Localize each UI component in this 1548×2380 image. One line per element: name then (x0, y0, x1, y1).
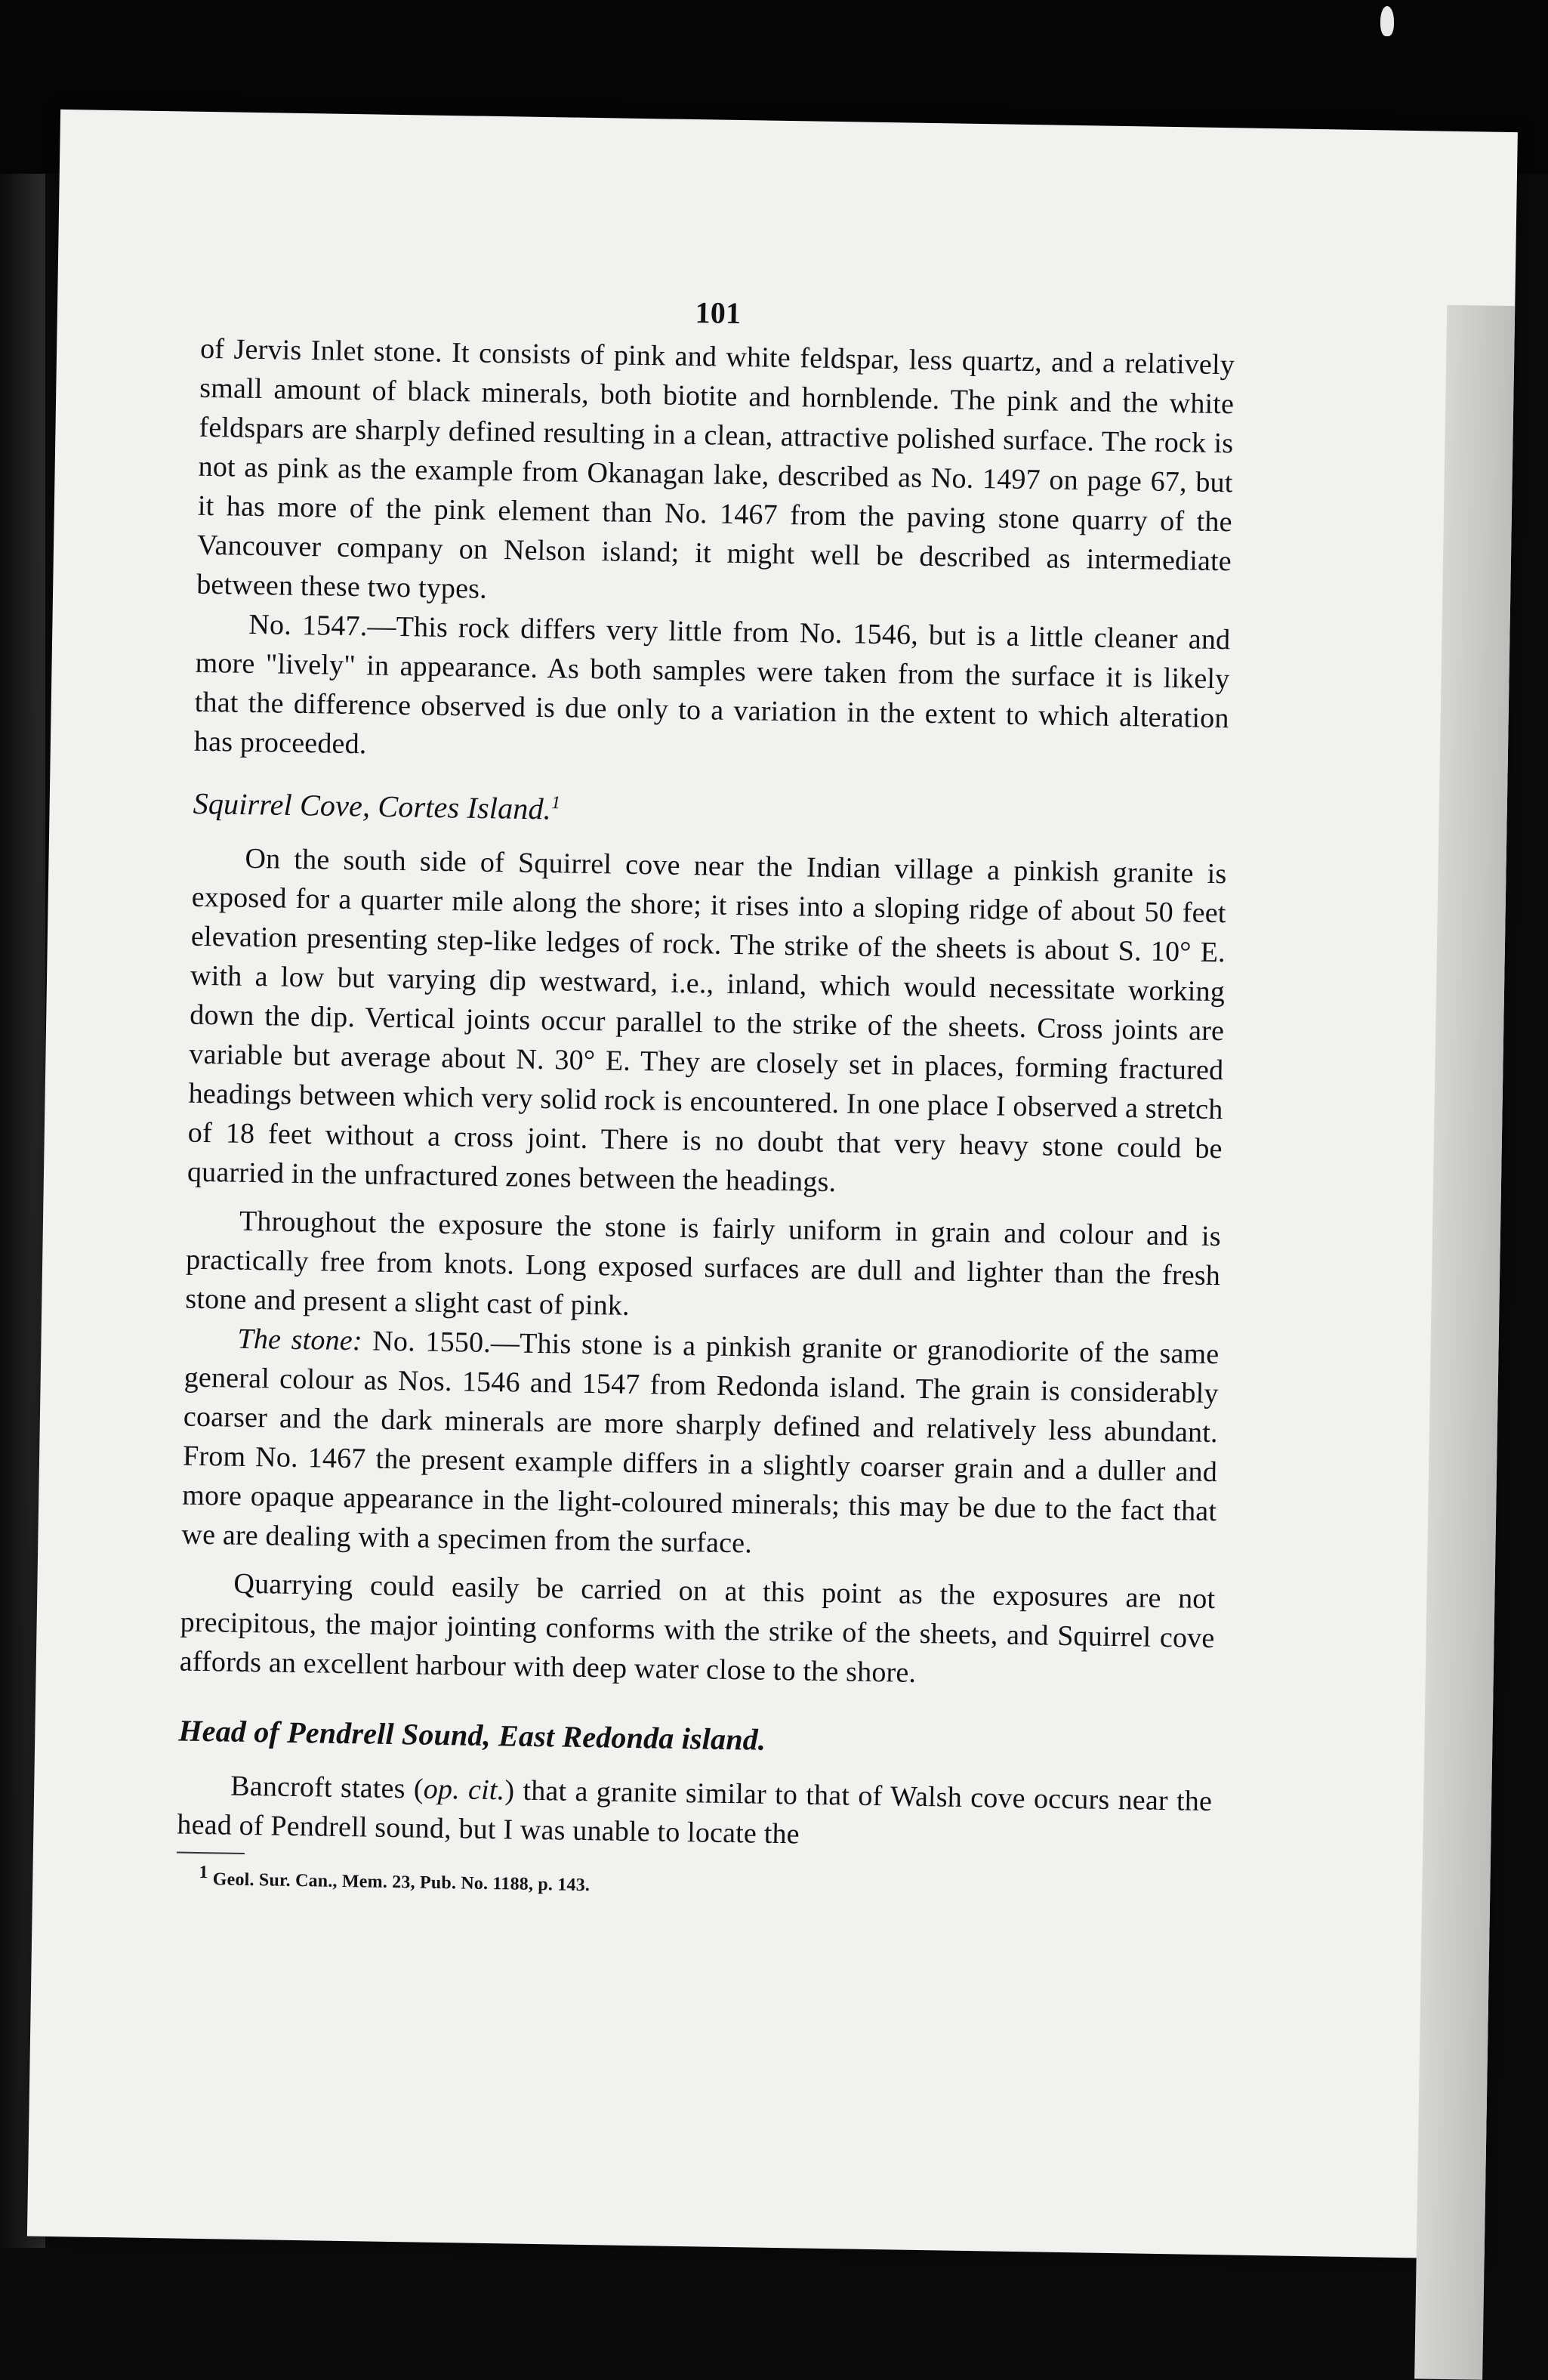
book-page (27, 110, 1518, 2259)
footnote-rule (177, 1852, 245, 1854)
paragraph-squirrel-cove-exposure: On the south side of Squirrel cove near the Indian village a pinkish granite is exposed for a quarter mile along the shore; it rises into a sloping ridge of about 50 feet elevation presenting step-like ledges of rock. The strike of the sheets is about S. 10° E. with a low but varying dip westward, i.e., inland, which would necessitate working down the dip. Vertical joints occur parallel to the strike of the sheets. Cross joints are variable but average about N. 30° E. They are closely set in places, forming fractured headings between which very solid rock is encountered. In one place I observed a stretch of 18 feet without a cross joint. There is no doubt that very heavy stone could be quarried in the unfractured zones between the headings. (187, 843, 1227, 1199)
footnote (199, 1861, 1210, 1906)
section-heading-pendrell-sound (178, 1712, 1213, 1767)
paragraph-squirrel-cove-uniformity: Throughout the exposure the stone is fairly uniform in grain and colour and is practically free from knots. Long exposed surfaces are dull and lighter than the fresh stone and present a slight cast of pink. (185, 1205, 1222, 1323)
footnote-text: Geol. Sur. Can., Mem. 23, Pub. No. 1188, p. 143. (208, 1869, 591, 1896)
paragraph-the-stone (181, 1319, 1220, 1570)
section-heading-text: Head of Pendrell Sound, East Redonda island. (178, 1713, 766, 1758)
citation-op-cit: op. cit. (423, 1773, 505, 1807)
the-stone-lead: The stone: (237, 1323, 363, 1357)
footnote-number: 1 (199, 1863, 208, 1883)
paragraph-bancroft (177, 1766, 1212, 1861)
section-heading-squirrel-cove (193, 778, 1228, 840)
bancroft-lead: Bancroft states ( (230, 1770, 424, 1805)
page-edge (1414, 305, 1515, 2380)
the-stone-text: No. 1550.—This stone is a pinkish granite or granodiorite of the same general colour as Nos. 1546 and 1547 from Redonda island. The grain is considerably coarser and the dark minerals are more sharply defined and relatively less abundant. From No. 1467 the present example differs in a slightly coarser grain and a duller and more opaque appearance in the light-coloured minerals; this may be due to the fact that we are dealing with a specimen from the surface. (181, 1325, 1220, 1560)
bancroft-rest: ) that a granite similar to that of Walsh cove occurs near the head of Pendrell sound, but I was unable to locate the (177, 1774, 1213, 1851)
paragraph-no-1547: No. 1547.—This rock differs very little from No. 1546, but is a little cleaner and more "lively" in appearance. As both samples were taken from the surface it is likely that the difference observed is due only to a variation in the extent to which alteration has proceeded. (193, 608, 1231, 761)
page-content (176, 286, 1235, 1907)
page-number: 101 (695, 295, 742, 331)
paragraph-quarrying: Quarrying could easily be carried on at this point as the exposures are not precipitous, the major jointing conforms with the strike of the sheets, and Squirrel cove affords an excellent harbour with deep water close to the shore. (179, 1568, 1216, 1690)
section-heading-text: Squirrel Cove, Cortes Island. (193, 786, 552, 826)
footnote-marker: 1 (550, 793, 561, 813)
scan-smudge (1380, 6, 1394, 36)
paragraph-jervis-inlet: of Jervis Inlet stone. It consists of pink and white feldspar, less quartz, and a relatively small amount of black minerals, both biotite and hornblende. The pink and the white feldspars are sharply defined resulting in a clean, attractive polished surface. The rock is not as pink as the example from Okanagan lake, described as No. 1497 on page 67, but it has more of the pink element than No. 1467 from the paving stone quarry of the Vancouver company on Nelson island; it might well be described as intermediate between these two types. (196, 332, 1235, 605)
